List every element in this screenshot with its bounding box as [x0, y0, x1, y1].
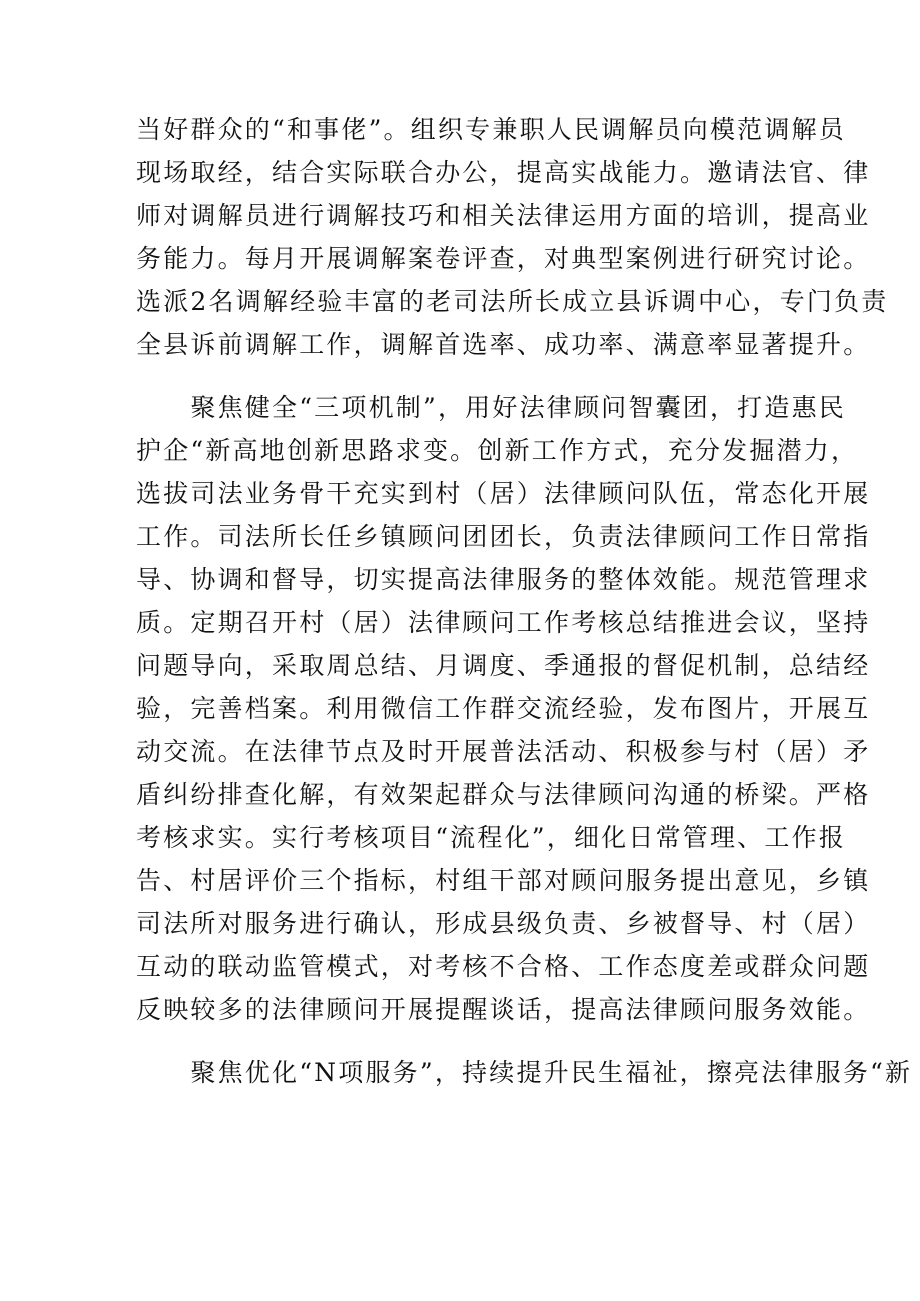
paragraph-line: 师对调解员进行调解技巧和相关法律运用方面的培训，提高业 [136, 201, 871, 230]
paragraph-line: 互动的联动监管模式，对考核不合格、工作态度差或群众问题 [136, 952, 871, 981]
paragraph-line: 反映较多的法律顾问开展提醒谈话，提高法律顾问服务效能。 [136, 995, 871, 1024]
paragraph-line: 选拔司法业务骨干充实到村（居）法律顾问队伍，常态化开展 [136, 479, 871, 508]
paragraph-line: 当好群众的“和事佬”。组织专兼职人民调解员向模范调解员 [136, 115, 846, 144]
paragraph-line: 护企“新高地创新思路求变。创新工作方式，充分发掘潜力， [136, 436, 859, 465]
paragraph-line: 盾纠纷排查化解，有效架起群众与法律顾问沟通的桥梁。严格 [136, 780, 871, 809]
paragraph-line: 动交流。在法律节点及时开展普法活动、积极参与村（居）矛 [136, 737, 871, 766]
paragraph-line: 工作。司法所长任乡镇顾问团团长，负责法律顾问工作日常指 [136, 522, 871, 551]
paragraph-line: 问题导向，采取周总结、月调度、季通报的督促机制，总结经 [136, 651, 871, 680]
document-page [136, 108, 913, 1094]
paragraph-line: 聚焦健全“三项机制”，用好法律顾问智囊团，打造惠民 [136, 393, 846, 422]
paragraph-2 [136, 386, 871, 1031]
paragraph-line: 全县诉前调解工作，调解首选率、成功率、满意率显著提升。 [136, 330, 871, 359]
paragraph-1 [136, 108, 889, 366]
paragraph-line: 告、村居评价三个指标，村组干部对顾问服务提出意见，乡镇 [136, 866, 871, 895]
paragraph-line: 验，完善档案。利用微信工作群交流经验，发布图片，开展互 [136, 694, 871, 723]
paragraph-line: 考核求实。实行考核项目“流程化”，细化日常管理、工作报 [136, 823, 846, 852]
paragraph-spacer [136, 366, 786, 386]
paragraph-line: 聚焦优化“N项服务”，持续提升民生福祉，擦亮法律服务“新 [136, 1058, 913, 1087]
paragraph-line: 质。定期召开村（居）法律顾问工作考核总结推进会议，坚持 [136, 608, 871, 637]
paragraph-line: 选派2名调解经验丰富的老司法所长成立县诉调中心，专门负责 [136, 287, 889, 316]
paragraph-line: 务能力。每月开展调解案卷评查，对典型案例进行研究讨论。 [136, 244, 871, 273]
paragraph-line: 导、协调和督导，切实提高法律服务的整体效能。规范管理求 [136, 565, 871, 594]
paragraph-spacer [136, 1031, 786, 1051]
paragraph-line: 司法所对服务进行确认，形成县级负责、乡被督导、村（居） [136, 909, 871, 938]
paragraph-3 [136, 1051, 913, 1094]
paragraph-line: 现场取经，结合实际联合办公，提高实战能力。邀请法官、律 [136, 158, 871, 187]
